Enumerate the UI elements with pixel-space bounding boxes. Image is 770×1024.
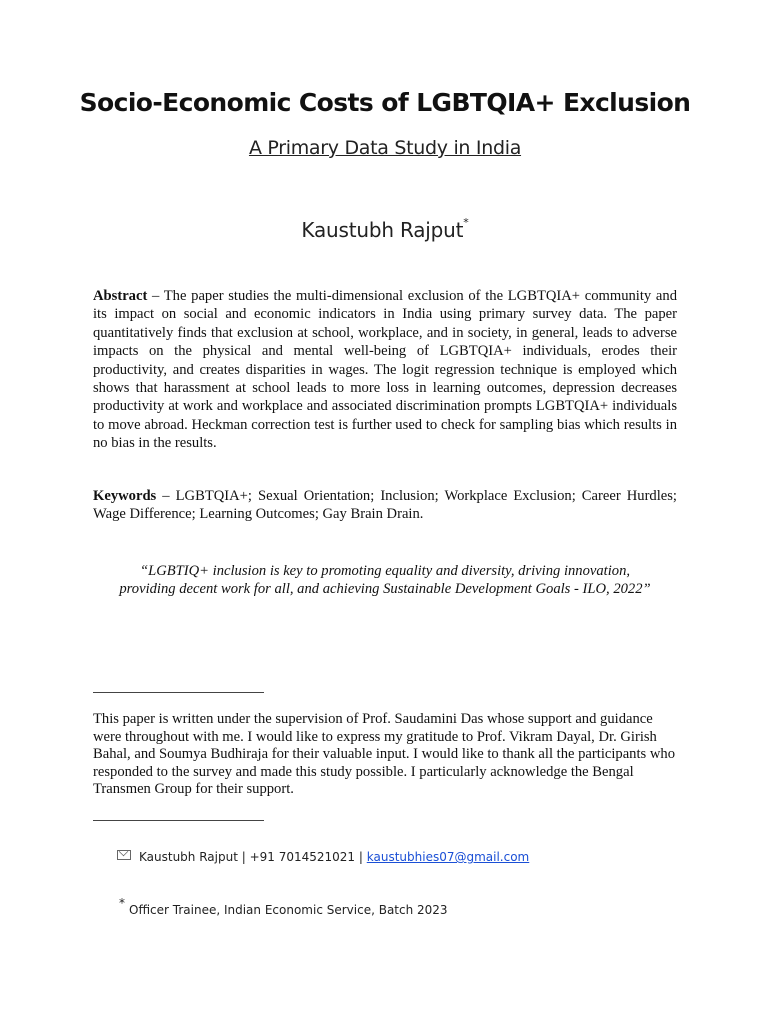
paper-title: Socio-Economic Costs of LGBTQIA+ Exclusion [79,88,691,117]
acknowledgement-text: This paper is written under the supervision of Prof. Saudamini Das whose support and guidance were throughout with me. I would like to express my gratitude to Prof. Vikram Dayal, Dr. Girish Bahal, and Soumya Budhiraja for their valuable input. I would like to thank all the participants who responded to the survey and made this study possible. I particularly acknowledge the Bengal Transmen Group for their support. [93,711,675,798]
author-line [0,218,770,242]
keywords-text: – LGBTQIA+; Sexual Orientation; Inclusion; Workplace Exclusion; Career Hurdles; Wage Difference; Learning Outcomes; Gay Brain Drain. [93,488,677,523]
contact-details: Kaustubh Rajput | +91 7014521021 | [139,850,367,864]
quote-line-2: providing decent work for all, and achieving Sustainable Development Goals - ILO, 2022” [119,581,651,598]
footnote-rule-top [93,692,264,693]
author-name: Kaustubh Rajput [301,218,464,242]
epigraph-quote [60,562,710,599]
abstract-label: Abstract [93,288,148,304]
author-footnote-marker: * [463,216,469,229]
footnote-rule-bottom [93,820,264,821]
mail-icon [117,850,131,860]
footnote-text: Officer Trainee, Indian Economic Service, Batch 2023 [129,903,448,917]
abstract-text: – The paper studies the multi-dimensional exclusion of the LGBTQIA+ community and its impact on social and economic indicators in India using primary survey data. The paper quantitatively finds that exclusion at school, workplace, and in society, in general, leads to adverse impacts on the physical and mental well-being of LGBTQIA+ individuals, erodes their productivity, and creates disparities in wages. The logit regression technique is employed which shows that harassment at school leads to more loss in learning outcomes, depression decreases productivity at work and workplace and associated discrimination prompts LGBTQIA+ individuals to move abroad. Heckman correction test is further used to check for sampling bias which results in no bias in the results. [93,288,677,452]
author-affiliation-footnote [119,898,448,917]
contact-line [117,850,529,864]
quote-line-1: “LGBTIQ+ inclusion is key to promoting equality and diversity, driving innovation, [139,563,631,579]
email-link[interactable]: kaustubhies07@gmail.com [366,850,530,864]
footnote-marker: * [119,896,125,910]
keywords-paragraph [93,487,677,524]
abstract-paragraph [93,287,677,453]
paper-subtitle: A Primary Data Study in India [248,137,522,159]
keywords-label: Keywords [93,488,157,504]
